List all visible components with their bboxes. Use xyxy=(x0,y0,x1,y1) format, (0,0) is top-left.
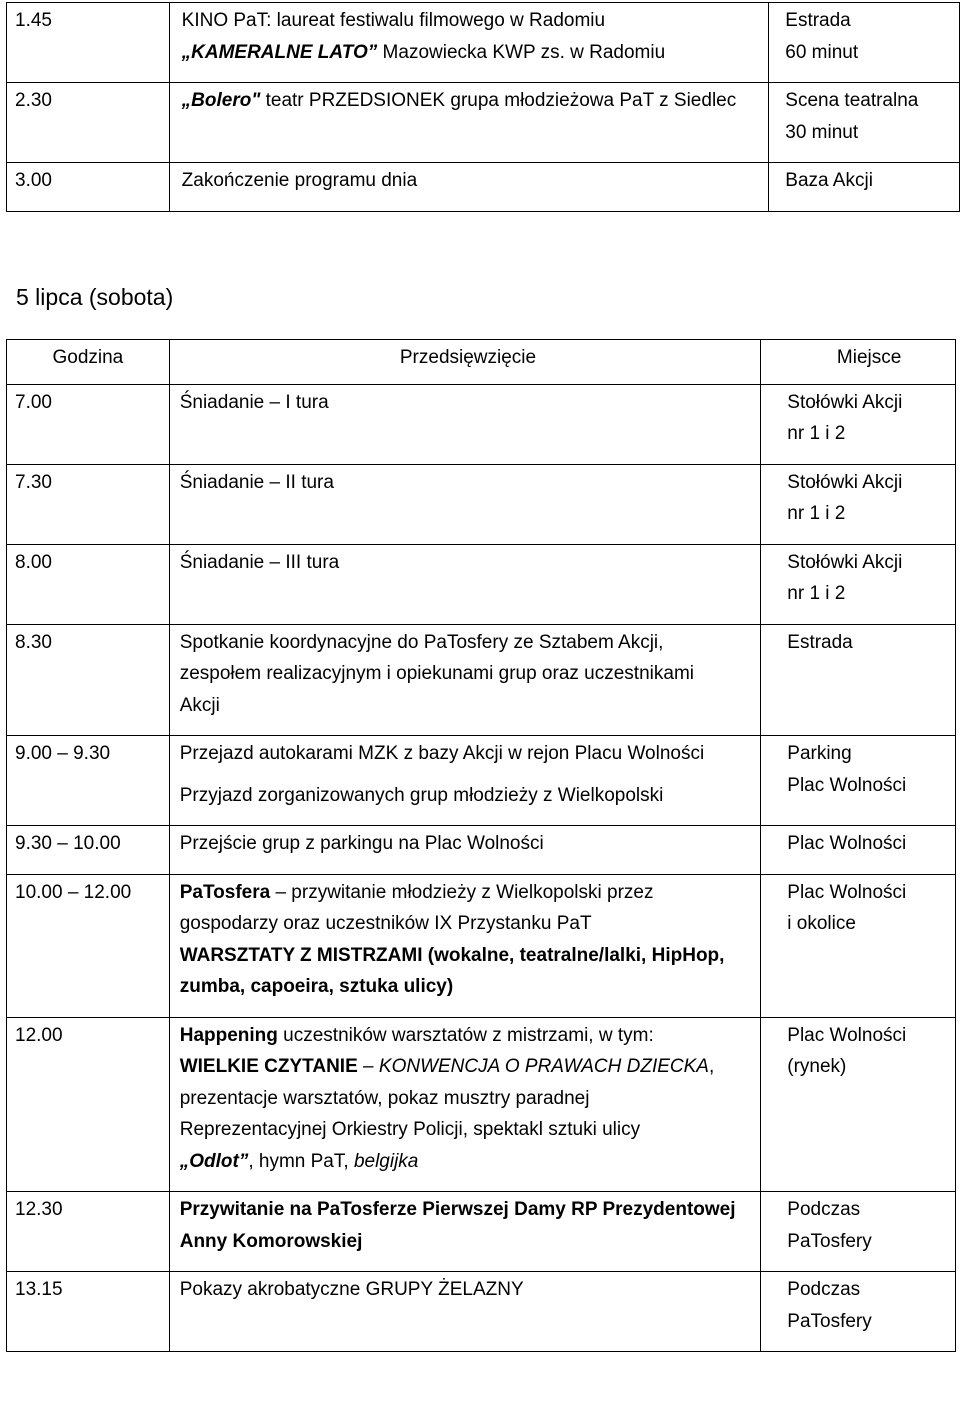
place-cell: Plac Wolności (rynek) xyxy=(787,1024,907,1077)
table-row xyxy=(7,826,956,875)
table-row xyxy=(7,163,960,212)
place-cell: Estrada 60 minut xyxy=(785,10,859,63)
day-heading: 5 lipca (sobota) xyxy=(16,284,174,310)
time-cell: 8.30 xyxy=(15,631,52,653)
time-cell: 3.00 xyxy=(15,170,52,191)
time-cell: 12.00 xyxy=(15,1024,63,1046)
table-row xyxy=(7,1272,956,1352)
film-title: „KAMERALNE LATO” xyxy=(181,41,378,63)
time-cell: 9.00 – 9.30 xyxy=(15,743,111,764)
event-cell: KINO PaT: laureat festiwalu filmowego w Radomiu „KAMERALNE LATO” Mazowiecka KWP zs. w Radomiu xyxy=(181,10,666,63)
time-cell: 9.30 – 10.00 xyxy=(15,833,121,854)
event-cell: Śniadanie – II tura xyxy=(179,471,334,493)
event-cell: PaTosfera – przywitanie młodzieży z Wielkopolski przez gospodarzy oraz uczestników IX Przystanku PaT WARSZTATY Z MISTRZAMI (wokalne, teatralne/lalki, HipHop, zumba, capoeira, sztuka ulicy) xyxy=(179,881,725,997)
time-cell: 10.00 – 12.00 xyxy=(15,881,132,903)
event-cell: Śniadanie – III tura xyxy=(179,551,340,573)
table-row xyxy=(7,3,960,83)
time-cell: 12.30 xyxy=(15,1199,63,1220)
event-cell: Przejście grup z parkingu na Plac Wolności xyxy=(179,833,544,854)
table-row xyxy=(7,544,956,624)
table-row xyxy=(7,874,956,1017)
place-cell: Plac Wolności i okolice xyxy=(787,881,907,934)
column-header-time: Godzina xyxy=(52,347,124,368)
time-cell: 2.30 xyxy=(15,90,52,111)
place-cell: Stołówki Akcji nr 1 i 2 xyxy=(787,551,903,604)
play-title: „Bolero" xyxy=(181,90,261,111)
event-cell: Przywitanie na PaTosferze Pierwszej Damy RP Prezydentowej Anny Komorowskiej xyxy=(179,1199,736,1252)
table-row xyxy=(7,384,956,464)
place-cell: Plac Wolności xyxy=(787,833,907,854)
event-cell: Spotkanie koordynacyjne do PaTosfery ze Sztabem Akcji, zespołem realizacyjnym i opiekunami grup oraz uczestnikami Akcji xyxy=(179,631,694,716)
time-cell: 13.15 xyxy=(15,1279,63,1300)
column-header-event: Przedsięwzięcie xyxy=(399,347,537,368)
table-row xyxy=(7,1192,956,1272)
day-schedule-table xyxy=(6,339,956,1352)
event-cell: Happening uczestników warsztatów z mistrzami, w tym: WIELKIE CZYTANIE – KONWENCJA O PRAWACH DZIECKA, prezentacje warsztatów, pokaz musztry paradnej Reprezentacyjnej Orkiestry Policji, spektakl sztuki ulicy „Odlot”, hymn PaT, belgijka xyxy=(179,1024,715,1172)
place-cell: Podczas PaTosfery xyxy=(787,1199,872,1252)
place-cell: Parking Plac Wolności xyxy=(787,743,907,796)
previous-day-schedule-table xyxy=(6,2,960,212)
table-row xyxy=(7,624,956,736)
table-row xyxy=(7,736,956,826)
place-cell: Baza Akcji xyxy=(785,170,873,191)
time-cell: 1.45 xyxy=(15,10,52,31)
place-cell: Stołówki Akcji nr 1 i 2 xyxy=(787,471,903,524)
table-row xyxy=(7,1017,956,1192)
table-row xyxy=(7,83,960,163)
time-cell: 8.00 xyxy=(15,551,52,573)
event-cell: „Bolero" teatr PRZEDSIONEK grupa młodzieżowa PaT z Siedlec xyxy=(181,90,737,111)
place-cell: Stołówki Akcji nr 1 i 2 xyxy=(787,391,903,444)
event-cell: Przejazd autokarami MZK z bazy Akcji w rejon Placu Wolności Przyjazd zorganizowanych grup młodzieży z Wielkopolski xyxy=(179,743,705,806)
place-cell: Estrada xyxy=(787,631,853,653)
event-cell: Śniadanie – I tura xyxy=(179,391,329,413)
column-header-place: Miejsce xyxy=(836,347,902,368)
event-cell: Zakończenie programu dnia xyxy=(181,170,418,191)
event-cell: Pokazy akrobatyczne GRUPY ŻELAZNY xyxy=(179,1279,524,1300)
place-cell: Podczas PaTosfery xyxy=(787,1279,872,1332)
time-cell: 7.30 xyxy=(15,471,52,493)
place-cell: Scena teatralna 30 minut xyxy=(785,90,919,143)
table-row xyxy=(7,464,956,544)
table-header-row xyxy=(7,340,956,385)
time-cell: 7.00 xyxy=(15,391,52,413)
